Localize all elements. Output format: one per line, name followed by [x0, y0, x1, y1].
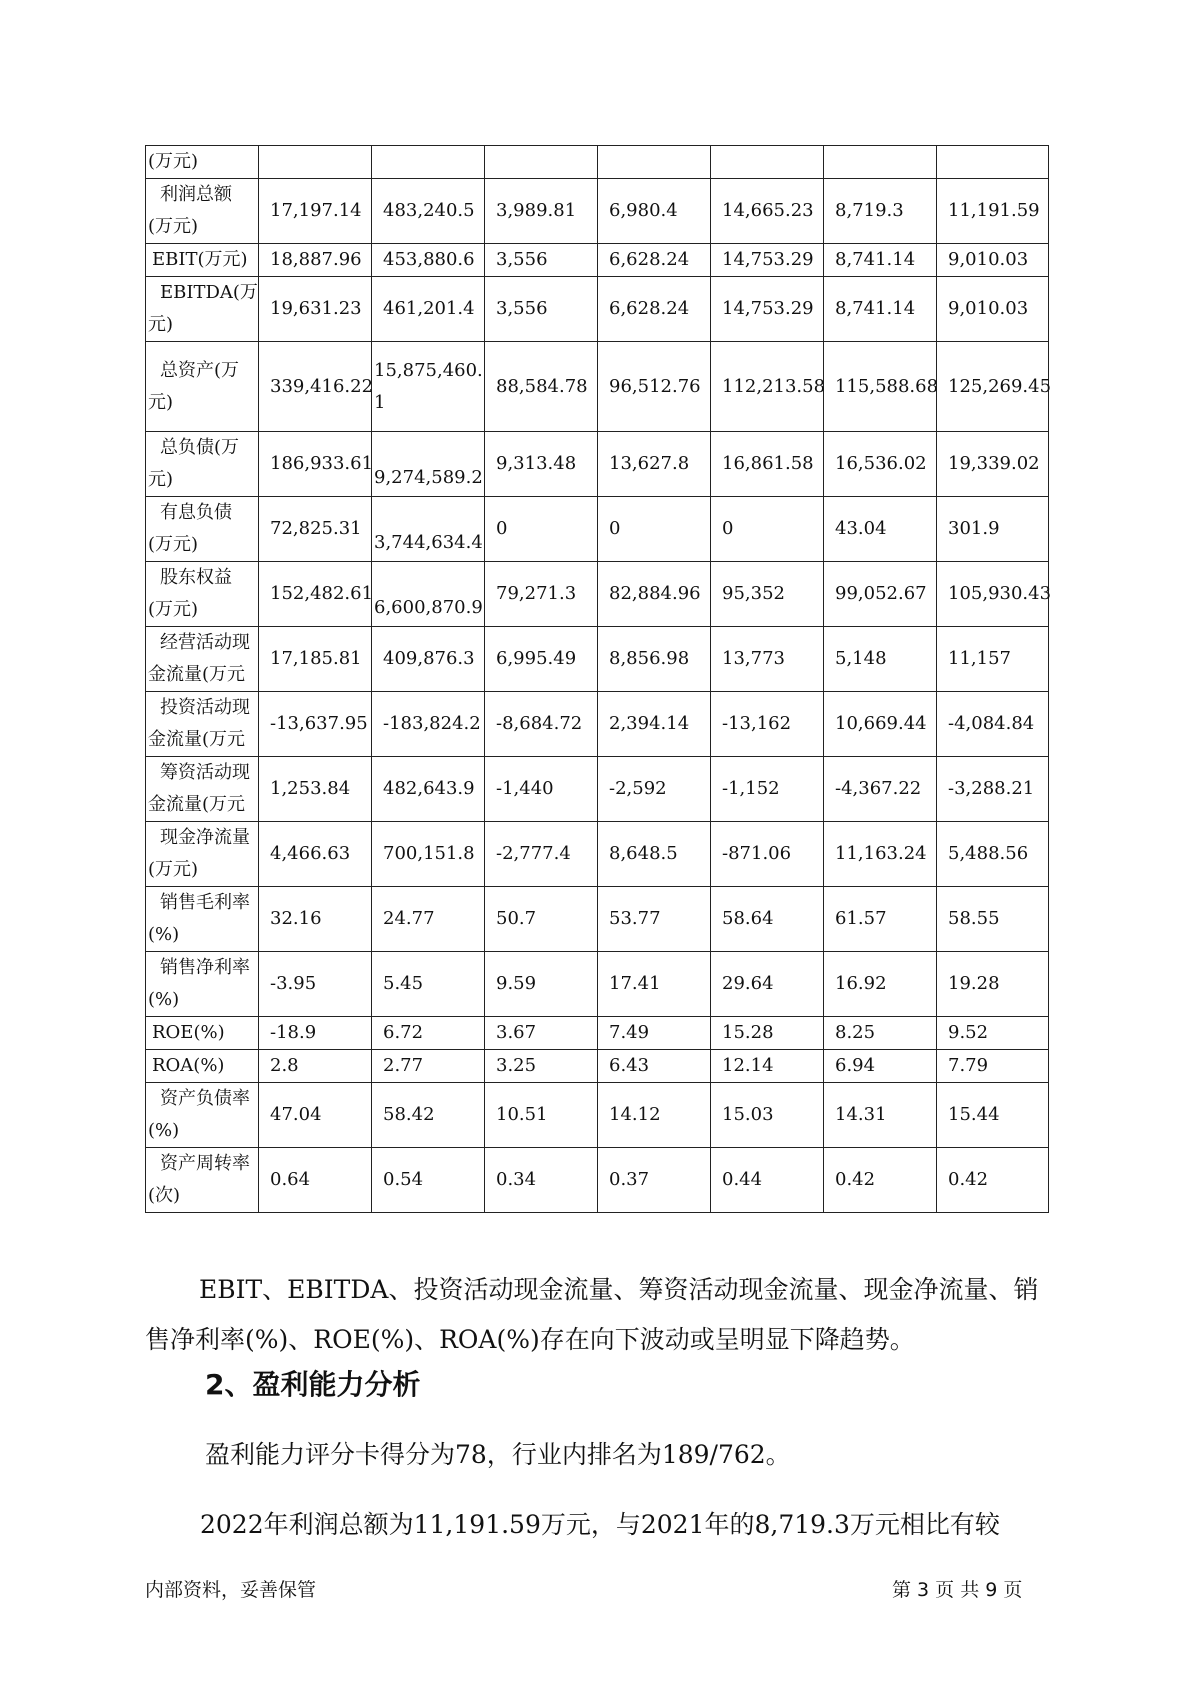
table-cell: 0.54	[372, 1148, 485, 1213]
row-label	[146, 1050, 259, 1083]
table-cell: 2,394.14	[598, 692, 711, 757]
table-cell: 14,753.29	[711, 244, 824, 277]
row-label	[146, 1083, 259, 1148]
table-cell: 11,191.59	[937, 179, 1049, 244]
row-label-line: 投资活动现	[160, 697, 250, 718]
table-cell: 12.14	[711, 1050, 824, 1083]
table-cell: 0	[711, 497, 824, 562]
table-cell: 6.94	[824, 1050, 937, 1083]
row-label	[146, 952, 259, 1017]
row-label-line: 总负债(万	[160, 437, 240, 458]
table-cell: 0.34	[485, 1148, 598, 1213]
table-cell: 2.8	[259, 1050, 372, 1083]
footer-page-number: 第 3 页 共 9 页	[892, 1579, 1023, 1601]
row-label-line: (次)	[148, 1185, 181, 1206]
row-label-line: 总资产(万	[160, 359, 240, 381]
table-cell: 3,744,634.4	[372, 497, 485, 562]
row-label-line: 销售毛利率	[160, 892, 250, 913]
table-cell: 7.49	[598, 1017, 711, 1050]
table-cell: 13,627.8	[598, 432, 711, 497]
table-cell: 0.37	[598, 1148, 711, 1213]
table-cell: 43.04	[824, 497, 937, 562]
table-cell: 16,861.58	[711, 432, 824, 497]
table-cell: 152,482.61	[259, 562, 372, 627]
row-label-line: (万元)	[148, 599, 199, 620]
row-label-line: (万元)	[148, 859, 199, 880]
table-row	[146, 562, 1049, 627]
table-cell: 8,648.5	[598, 822, 711, 887]
table-cell: -1,440	[485, 757, 598, 822]
table-row	[146, 692, 1049, 757]
table-cell	[937, 146, 1049, 179]
table-cell: 301.9	[937, 497, 1049, 562]
table-cell: -871.06	[711, 822, 824, 887]
table-cell: 5.45	[372, 952, 485, 1017]
table-cell: 5,488.56	[937, 822, 1049, 887]
table-cell: 339,416.22	[259, 342, 372, 432]
table-cell: -4,084.84	[937, 692, 1049, 757]
table-cell	[711, 146, 824, 179]
row-label-line: 金流量(万元	[148, 794, 246, 815]
table-cell: 6,600,870.9	[372, 562, 485, 627]
table-cell: 105,930.43	[937, 562, 1049, 627]
table-cell: 16,536.02	[824, 432, 937, 497]
table-cell: 58.42	[372, 1083, 485, 1148]
row-label-line: 筹资活动现	[160, 762, 250, 783]
row-label-line: 元)	[148, 469, 174, 490]
row-label-line: 利润总额	[160, 184, 232, 205]
table-cell: 16.92	[824, 952, 937, 1017]
table-cell: 8,741.14	[824, 277, 937, 342]
table-cell: 6.72	[372, 1017, 485, 1050]
table-cell: -2,592	[598, 757, 711, 822]
table-cell: 61.57	[824, 887, 937, 952]
table-cell: 72,825.31	[259, 497, 372, 562]
table-cell: 409,876.3	[372, 627, 485, 692]
table-cell: -183,824.2	[372, 692, 485, 757]
table-cell: 53.77	[598, 887, 711, 952]
table-cell: 8,719.3	[824, 179, 937, 244]
table-cell: 10.51	[485, 1083, 598, 1148]
table-cell: 10,669.44	[824, 692, 937, 757]
table-cell: 79,271.3	[485, 562, 598, 627]
table-cell: -13,162	[711, 692, 824, 757]
table-cell: -1,152	[711, 757, 824, 822]
table-cell: 95,352	[711, 562, 824, 627]
row-label-line: 经营活动现	[160, 632, 250, 653]
row-label-line: 有息负债	[160, 502, 232, 523]
table-cell: 47.04	[259, 1083, 372, 1148]
row-label-line: (万元)	[148, 534, 199, 555]
row-label-line: 资产负债率	[160, 1088, 250, 1109]
paragraph-trend-summary: EBIT、EBITDA、投资活动现金流量、筹资活动现金流量、现金净流量、销售净利率(%)、ROE(%)、ROA(%)存在向下波动或呈明显下降趋势。	[145, 1275, 1039, 1354]
row-label-line: (万元)	[148, 151, 199, 172]
table-cell: -3,288.21	[937, 757, 1049, 822]
table-cell: 6.43	[598, 1050, 711, 1083]
section-heading: 2、盈利能力分析	[205, 1368, 421, 1401]
table-cell: 17,197.14	[259, 179, 372, 244]
table-cell: 3,556	[485, 277, 598, 342]
table-cell: 482,643.9	[372, 757, 485, 822]
table-cell: 6,980.4	[598, 179, 711, 244]
table-cell: 4,466.63	[259, 822, 372, 887]
row-label	[146, 822, 259, 887]
row-label	[146, 179, 259, 244]
table-cell: 88,584.78	[485, 342, 598, 432]
table-cell: 9.52	[937, 1017, 1049, 1050]
row-label	[146, 342, 259, 432]
table-row	[146, 277, 1049, 342]
footer-left: 内部资料，妥善保管	[145, 1579, 317, 1601]
table-cell: 6,628.24	[598, 277, 711, 342]
table-cell: 19,631.23	[259, 277, 372, 342]
table-row	[146, 822, 1049, 887]
table-cell: 3.67	[485, 1017, 598, 1050]
table-row	[146, 179, 1049, 244]
row-label-line: (%)	[148, 989, 180, 1010]
table-cell: 115,588.68	[824, 342, 937, 432]
row-label	[146, 627, 259, 692]
table-cell: 186,933.61	[259, 432, 372, 497]
row-label	[146, 887, 259, 952]
table-row	[146, 627, 1049, 692]
table-cell: 15.28	[711, 1017, 824, 1050]
table-cell	[372, 146, 485, 179]
financial-table	[145, 145, 1052, 1213]
table-cell: 8,856.98	[598, 627, 711, 692]
table-cell: 0.64	[259, 1148, 372, 1213]
table-cell: 17,185.81	[259, 627, 372, 692]
table-cell: 14,665.23	[711, 179, 824, 244]
table-row	[146, 757, 1049, 822]
table-cell: 32.16	[259, 887, 372, 952]
row-label	[146, 244, 259, 277]
table-cell: 5,148	[824, 627, 937, 692]
table-cell: -2,777.4	[485, 822, 598, 887]
table-cell: 3.25	[485, 1050, 598, 1083]
row-label	[146, 497, 259, 562]
table-cell: 18,887.96	[259, 244, 372, 277]
paragraph-scorecard: 盈利能力评分卡得分为78，行业内排名为189/762。	[205, 1440, 791, 1469]
table-cell: 58.64	[711, 887, 824, 952]
table-cell: 82,884.96	[598, 562, 711, 627]
table-cell: 0	[485, 497, 598, 562]
table-cell: 9,313.48	[485, 432, 598, 497]
table-cell	[598, 146, 711, 179]
row-label-line: 元)	[148, 314, 174, 335]
table-cell: 3,556	[485, 244, 598, 277]
table-row	[146, 244, 1049, 277]
table-cell: 483,240.5	[372, 179, 485, 244]
table-cell: 50.7	[485, 887, 598, 952]
table-row	[146, 1148, 1049, 1213]
row-label	[146, 277, 259, 342]
table-cell	[824, 146, 937, 179]
table-cell: 6,628.24	[598, 244, 711, 277]
table-cell: -3.95	[259, 952, 372, 1017]
table-cell: 2.77	[372, 1050, 485, 1083]
table-cell: 15.44	[937, 1083, 1049, 1148]
table-cell: 7.79	[937, 1050, 1049, 1083]
table-cell: 9,010.03	[937, 244, 1049, 277]
table-cell: -8,684.72	[485, 692, 598, 757]
table-cell: 453,880.6	[372, 244, 485, 277]
row-label-line: 元)	[148, 391, 174, 413]
table-cell: 461,201.4	[372, 277, 485, 342]
row-label	[146, 432, 259, 497]
row-label	[146, 1148, 259, 1213]
table-cell: 125,269.45	[937, 342, 1049, 432]
table-cell: 1,253.84	[259, 757, 372, 822]
table-cell: 9,010.03	[937, 277, 1049, 342]
table-cell: 11,157	[937, 627, 1049, 692]
row-label	[146, 1017, 259, 1050]
paragraph-profit: 2022年利润总额为11,191.59万元，与2021年的8,719.3万元相比有较	[200, 1510, 1000, 1539]
table-cell: 96,512.76	[598, 342, 711, 432]
table-cell: 9.59	[485, 952, 598, 1017]
row-label-line: ROE(%)	[152, 1022, 225, 1043]
row-label	[146, 146, 259, 179]
table-cell: 58.55	[937, 887, 1049, 952]
table-cell: 15,875,460.1	[372, 342, 485, 432]
table-cell: 19.28	[937, 952, 1049, 1017]
row-label-line: EBIT(万元)	[152, 249, 248, 270]
row-label-line: 金流量(万元	[148, 664, 246, 685]
table-cell: -13,637.95	[259, 692, 372, 757]
table-row	[146, 952, 1049, 1017]
table-cell: 700,151.8	[372, 822, 485, 887]
table-cell	[259, 146, 372, 179]
table-cell: 29.64	[711, 952, 824, 1017]
row-label-line: (%)	[148, 924, 180, 945]
table-row	[146, 497, 1049, 562]
row-label-line: EBITDA(万	[160, 282, 258, 303]
table-cell: 99,052.67	[824, 562, 937, 627]
table-row	[146, 432, 1049, 497]
table-cell: 14,753.29	[711, 277, 824, 342]
table-cell: 0.44	[711, 1148, 824, 1213]
table-row	[146, 1083, 1049, 1148]
table-row	[146, 146, 1049, 179]
table-cell	[485, 146, 598, 179]
row-label	[146, 692, 259, 757]
table-cell: 24.77	[372, 887, 485, 952]
table-row	[146, 342, 1049, 432]
table-cell: -18.9	[259, 1017, 372, 1050]
table-cell: 17.41	[598, 952, 711, 1017]
row-label-line: 销售净利率	[160, 957, 250, 978]
table-cell: 19,339.02	[937, 432, 1049, 497]
table-cell: 9,274,589.2	[372, 432, 485, 497]
table-cell: 0.42	[937, 1148, 1049, 1213]
row-label	[146, 562, 259, 627]
table-cell: 0.42	[824, 1148, 937, 1213]
table-row	[146, 1017, 1049, 1050]
table-cell: 14.31	[824, 1083, 937, 1148]
table-cell: 112,213.58	[711, 342, 824, 432]
table-row	[146, 887, 1049, 952]
row-label-line: 资产周转率	[160, 1153, 250, 1174]
table-cell: 6,995.49	[485, 627, 598, 692]
table-cell: 15.03	[711, 1083, 824, 1148]
table-cell: 3,989.81	[485, 179, 598, 244]
row-label-line: 金流量(万元	[148, 729, 246, 750]
row-label-line: 现金净流量	[160, 827, 250, 848]
row-label-line: (万元)	[148, 216, 199, 237]
table-cell: 0	[598, 497, 711, 562]
table-row	[146, 1050, 1049, 1083]
table-cell: 13,773	[711, 627, 824, 692]
row-label-line: (%)	[148, 1120, 180, 1141]
table-cell: 11,163.24	[824, 822, 937, 887]
table-cell: 8.25	[824, 1017, 937, 1050]
table-cell: 14.12	[598, 1083, 711, 1148]
table-cell: 8,741.14	[824, 244, 937, 277]
row-label-line: ROA(%)	[152, 1055, 225, 1076]
row-label	[146, 757, 259, 822]
row-label-line: 股东权益	[160, 567, 232, 588]
table-cell: -4,367.22	[824, 757, 937, 822]
